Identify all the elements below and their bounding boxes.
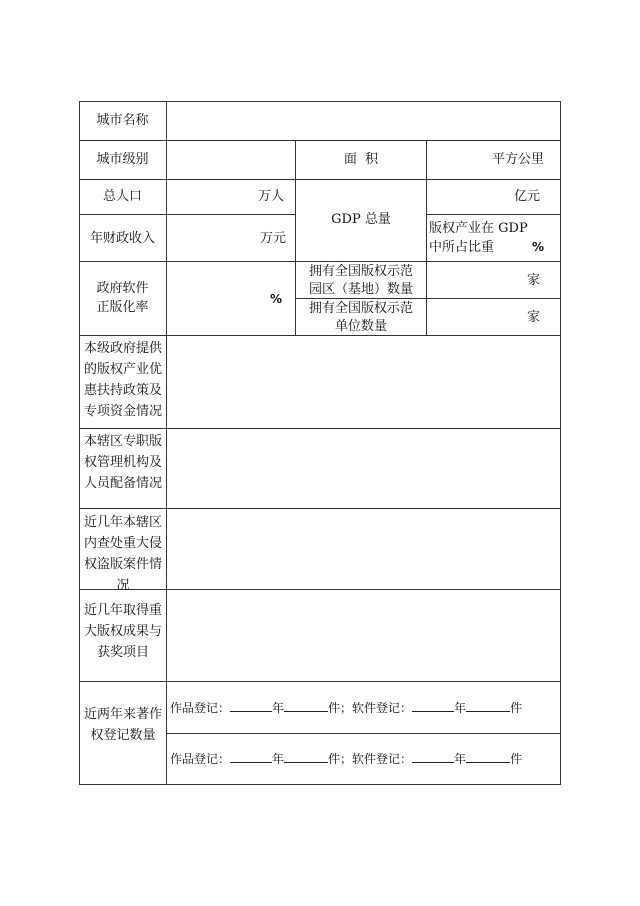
- population-label: 总人口: [102, 189, 142, 204]
- registration-label: 近两年来著作权登记数量: [84, 707, 163, 743]
- gov-software-label-line2: 正版化率: [96, 300, 149, 315]
- year-suffix: 年: [272, 701, 285, 715]
- gdp-input[interactable]: [427, 180, 560, 214]
- city-name-input[interactable]: [167, 102, 560, 140]
- gov-software-input[interactable]: [167, 262, 295, 335]
- count-suffix-2: 件: [510, 701, 523, 715]
- policy-input[interactable]: [167, 336, 560, 428]
- gov-software-label-line1: 政府软件: [96, 281, 149, 296]
- population-input[interactable]: [167, 180, 295, 214]
- registration-row: [170, 698, 522, 718]
- revenue-unit: 万元: [259, 231, 286, 246]
- agency-input[interactable]: [167, 429, 560, 508]
- demo-park-input[interactable]: [427, 262, 560, 298]
- count-suffix: 件；软件登记：: [328, 701, 413, 715]
- city-level-input[interactable]: [167, 141, 295, 179]
- works-count-blank[interactable]: [284, 698, 328, 712]
- policy-label: 本级政府提供的版权产业优惠扶持政策及专项资金情况: [84, 341, 163, 419]
- demo-park-unit: 家: [526, 273, 540, 288]
- demo-park-label-line1: 拥有全国版权示范: [308, 264, 413, 279]
- software-year-blank[interactable]: [412, 698, 454, 712]
- software-count-blank[interactable]: [466, 698, 510, 712]
- copyright-gdp-label-line2: 中所占比重: [429, 240, 495, 255]
- achievements-label: 近几年取得重大版权成果与获奖项目: [84, 603, 163, 660]
- gdp-label: GDP 总量: [331, 212, 391, 227]
- works-registration-label: 作品登记：: [170, 752, 231, 766]
- gdp-unit: 亿元: [513, 189, 540, 204]
- demo-unit-label-line2: 单位数量: [334, 319, 387, 334]
- demo-park-label-line2: 园区（基地）数量: [308, 282, 413, 297]
- revenue-input[interactable]: [167, 215, 295, 261]
- copyright-gdp-label-line1: 版权产业在 GDP: [429, 221, 528, 236]
- row-line-3b: [426, 214, 561, 215]
- cases-input[interactable]: [167, 509, 560, 589]
- demo-unit-unit: 家: [526, 310, 540, 325]
- works-year-blank[interactable]: [230, 698, 272, 712]
- works-registration-label: 作品登记：: [170, 701, 231, 715]
- area-input[interactable]: [427, 141, 560, 179]
- city-level-label: 城市级别: [96, 152, 149, 167]
- row-line-10: [79, 681, 561, 682]
- city-name-label: 城市名称: [96, 113, 149, 128]
- cases-label: 近几年本辖区内查处重大侵权盗版案件情况: [84, 515, 163, 593]
- revenue-label: 年财政收入: [89, 231, 155, 246]
- achievements-input[interactable]: [167, 590, 560, 681]
- year-suffix: 年: [272, 752, 285, 766]
- works-year-blank[interactable]: [230, 749, 272, 763]
- year-suffix-2: 年: [454, 752, 467, 766]
- population-unit: 万人: [257, 189, 284, 204]
- year-suffix-2: 年: [454, 701, 467, 715]
- border-bottom: [79, 784, 561, 785]
- area-label: 面 积: [343, 152, 379, 167]
- gov-software-percent: %: [270, 292, 283, 306]
- count-suffix: 件；软件登记：: [328, 752, 413, 766]
- copyright-gdp-percent: %: [532, 240, 545, 254]
- works-count-blank[interactable]: [284, 749, 328, 763]
- software-count-blank[interactable]: [466, 749, 510, 763]
- area-unit: 平方公里: [491, 152, 544, 167]
- demo-unit-input[interactable]: [427, 299, 560, 335]
- agency-label: 本辖区专职版权管理机构及人员配备情况: [84, 434, 163, 491]
- registration-row: [170, 749, 522, 769]
- border-right: [560, 101, 561, 785]
- demo-unit-label-line1: 拥有全国版权示范: [308, 301, 413, 316]
- software-year-blank[interactable]: [412, 749, 454, 763]
- count-suffix-2: 件: [510, 752, 523, 766]
- row-line-11: [166, 733, 561, 734]
